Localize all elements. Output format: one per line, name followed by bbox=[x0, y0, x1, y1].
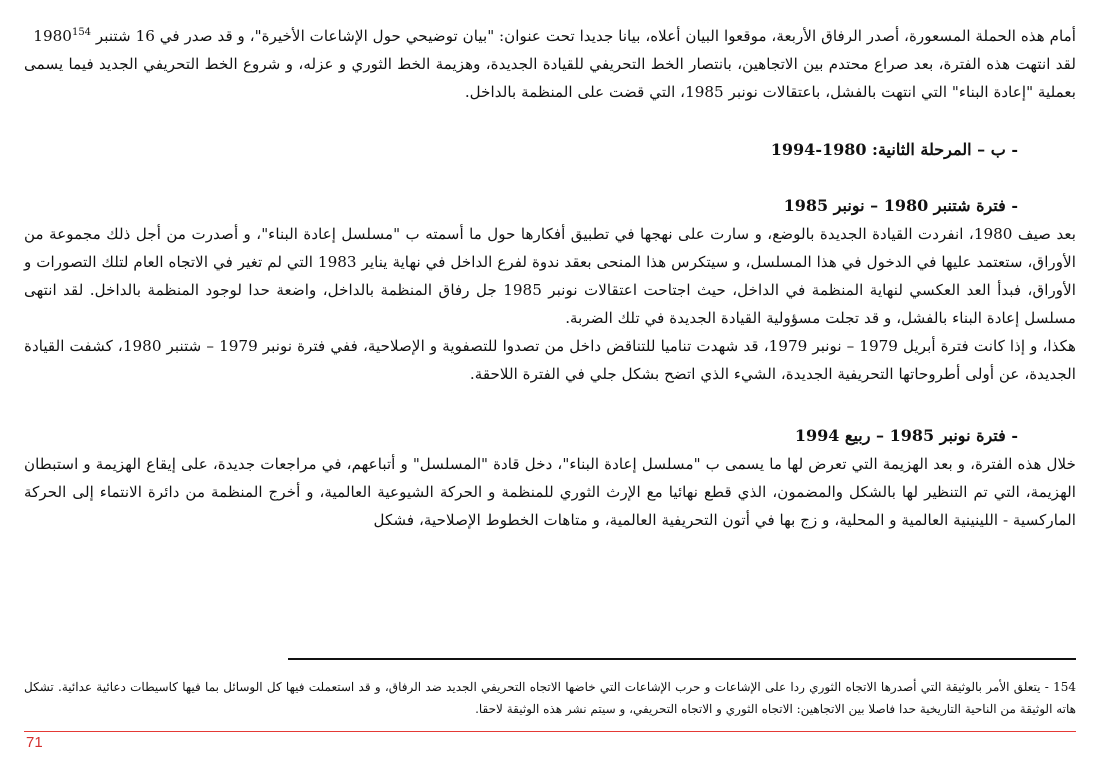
subsection-heading-1985-1994: - فترة نونبر 1985 – ربيع 1994 bbox=[794, 426, 1018, 445]
page-footer-divider bbox=[24, 731, 1076, 732]
paragraph-statement bbox=[24, 22, 1076, 50]
footnote-divider bbox=[288, 658, 1076, 660]
paragraph-period-end: لقد انتهت هذه الفترة، بعد صراع محتدم بين الاتجاهين، بانتصار الخط التحريفي للقيادة الجديدة، وهزيمة الخط الثوري و عزله، و شروع الخط التحريفي الجديد فيما يسمى بعملية "إعادة البناء" التي انتهت بالفشل، باعتقالات نونبر 1985، التي قضت على المنظمة بالداخل. bbox=[24, 55, 1076, 101]
spacer bbox=[24, 106, 1076, 136]
footnote-154: 154 - يتعلق الأمر بالوثيقة التي أصدرها الاتجاه الثوري ردا على الإشاعات و حرب الإشاعات التي خاضها الاتجاه التحريفي الجديد ضد الرفاق، و قد استعملت فيها كل الوسائل بما فيها كاسيطات دعائية عدائية. تشكل هاته الوثيقة من الناحية التاريخية حدا فاصلا بين الاتجاهين: الاتجاه الثوري و الاتجاه التحريفي، و سيتم نشر هذه الوثيقة لاحقا. bbox=[24, 680, 1076, 716]
page-number: 71 bbox=[26, 734, 43, 751]
document-page bbox=[24, 22, 1076, 762]
footnote-reference[interactable]: 154 bbox=[71, 26, 92, 38]
paragraph-thus: هكذا، و إذا كانت فترة أبريل 1979 – نونبر 1979، قد شهدت تناميا للتناقض داخل من تصدوا للتصفوية و الإصلاحية، ففي فترة نونبر 1979 – شتنبر 1980، كشفت القيادة الجديدة، عن أولى أطروحاتها التحريفية الجديدة، الشيء الذي اتضح بشكل جلي في الفترة اللاحقة. bbox=[24, 337, 1076, 383]
spacer bbox=[24, 388, 1076, 422]
section-heading-second-stage: - ب – المرحلة الثانية: 1980-1994 bbox=[770, 140, 1018, 159]
paragraph-statement-text: أمام هذه الحملة المسعورة، أصدر الرفاق الأربعة، موقعوا البيان أعلاه، بيانا جديدا تحت عنوان: "بيان توضيحي حول الإشاعات الأخيرة"، و قد صدر في 16 شتنبر 1980 bbox=[33, 27, 1076, 45]
paragraph-rebuilding: بعد صيف 1980، انفردت القيادة الجديدة بالوضع، و سارت على نهجها في تطبيق أفكارها حول ما أسمته ب "مسلسل إعادة البناء"، و أصدرت من أجل ذلك مجموعة من الأوراق، ستعتمد عليها في الدخول في هذا المسلسل، و سيتكرس هذا المنحى بعقد ندوة لفرع الداخل في نهاية يناير 1983 التي لم تغير في الاتجاه العام لتلك التصورات و الأوراق، فبدأ العد العكسي لنهاية المنظمة في الداخل، حيث اجتاحت اعتقالات نونبر 1985 جل رفاق المنظمة بالداخل، واضعة حدا لوجود المنظمة بالداخل. لقد انتهى مسلسل إعادة البناء بالفشل، و قد تجلت مسؤولية القيادة الجديدة في تلك الضربة. bbox=[24, 225, 1076, 327]
subsection-heading-1980-1985: - فترة شتنبر 1980 – نونبر 1985 bbox=[783, 196, 1018, 215]
paragraph-defeat: خلال هذه الفترة، و بعد الهزيمة التي تعرض لها ما يسمى ب "مسلسل إعادة البناء"، دخل قادة "المسلسل" و أتباعهم، في مراجعات جديدة، على إيقاع الهزيمة و استبطان الهزيمة، التي تم التنظير لها بالشكل والمضمون، الذي قطع نهائيا مع الإرث الثوري للمنظمة و الحركة الشيوعية العالمية، و أخرج المنظمة من دائرة الانتماء إلى الحركة الماركسية - اللينينية العالمية و المحلية، و زج بها في أتون التحريفية العالمية، و متاهات الخطوط الإصلاحية، فشكل bbox=[24, 455, 1076, 529]
spacer bbox=[24, 164, 1076, 192]
